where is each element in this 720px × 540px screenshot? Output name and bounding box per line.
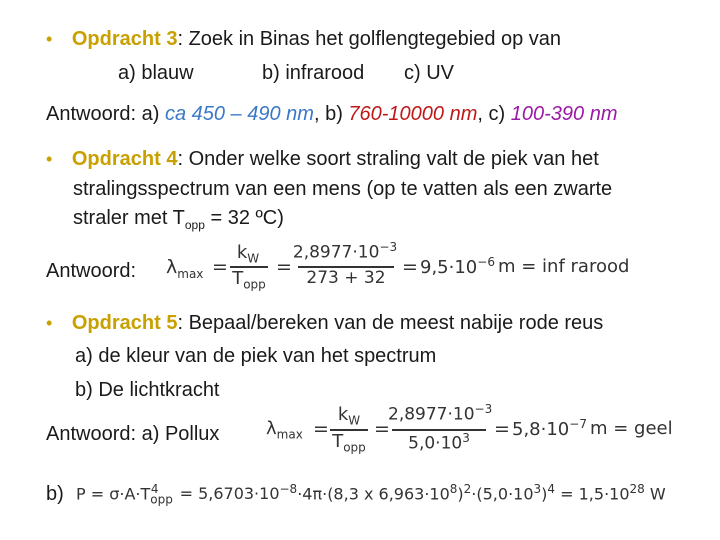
q4-line3-post: = 32 ºC) (204, 207, 284, 229)
q4-formula-num2: $2,8977\cdot 10^{-3}$ (292, 240, 398, 263)
q5a-formula-den2: $5,0\cdot 10^3$ (408, 431, 470, 454)
q5-text: : Bepaal/bereken van de meest nabije rode reus (177, 312, 604, 334)
q3-option-a: a) blauw (118, 62, 194, 84)
q3-option-c: c) UV (404, 62, 454, 84)
bullet-icon: • (46, 29, 53, 49)
q5a-formula-eq2: = (374, 418, 390, 440)
q3-answer-prefix: Antwoord: a) (46, 103, 165, 125)
q4-line2: stralingsspectrum van een mens (op te vatten als een zwarte (73, 178, 613, 200)
q3-answer-a: ca 450 – 490 nm (164, 103, 314, 125)
bullet-icon: • (46, 313, 53, 333)
q5a-formula-den1: $T_{opp}$ (332, 431, 366, 455)
q5-heading (46, 310, 603, 336)
q4-formula-den1: $T_{opp}$ (232, 268, 266, 292)
q4-formula-unit: m = inf rarood (498, 256, 630, 277)
q5a-formula-num1: $k_W$ (337, 404, 361, 428)
q4-formula-result: $9,5\cdot 10^{-6}$ (420, 255, 495, 278)
bullet-icon: • (46, 149, 53, 169)
q5a-formula-lhs: $\lambda_{max}$ (266, 418, 303, 442)
q3-option-b: b) infrarood (262, 62, 365, 84)
q5-label: Opdracht 5 (71, 312, 178, 334)
q5a-formula-num2: $2,8977\cdot 10^{-3}$ (388, 402, 493, 425)
q4-answer-label: Antwoord: (46, 260, 137, 282)
q3-answer-b: 760-10000 nm (348, 103, 478, 125)
q4-label: Opdracht 4 (71, 148, 178, 170)
q4-formula-num1: $k_W$ (236, 242, 260, 266)
q5-formula-b: $P = \sigma\cdot A\cdot T_{opp}^4 = 5,6703\cdot 10^{-8}\cdot 4\pi\cdot(8,3$ x $6,963\cdot 10^8)^2\cdot(5,0\cdot 10^3)^4 = 1,5\cdot 10^{28}$ W (76, 482, 666, 507)
q4-formula-eq3: = (402, 256, 418, 278)
q5-part-a: a) de kleur van de piek van het spectrum (75, 345, 437, 367)
q5-part-b: b) De lichtkracht (75, 379, 220, 401)
q5a-formula-eq1: = (313, 418, 329, 440)
q4-formula-eq1: = (212, 256, 228, 278)
q3-answer (46, 101, 617, 127)
q5-answer-a-label: Antwoord: a) Pollux (46, 423, 220, 445)
q4-line3-sub: opp (184, 218, 205, 232)
q5a-formula-result: $5,8\cdot 10^{-7}$ (512, 417, 587, 440)
q3-text: : Zoek in Binas het golflengtegebied op van (177, 28, 562, 50)
q4-text: : Onder welke soort straling valt de piek van het (177, 148, 599, 170)
q3-label: Opdracht 3 (71, 28, 178, 50)
q3-answer-sep2: , c) (477, 103, 511, 125)
q4-formula-den2: 273 + 32 (306, 268, 386, 288)
q4-heading (46, 146, 599, 172)
q5a-formula-unit: m = geel (590, 418, 673, 439)
q4-line3 (73, 205, 284, 238)
q3-answer-c: 100-390 nm (510, 103, 618, 125)
q5-answer-b-label: b) (46, 483, 64, 505)
q3-answer-sep1: , b) (313, 103, 349, 125)
q4-formula-lhs: $\lambda_{max}$ (166, 256, 204, 281)
q3-heading (46, 26, 561, 52)
q5a-formula-eq3: = (494, 418, 510, 440)
q4-formula-eq2: = (276, 256, 292, 278)
q4-line3-pre: straler met T (73, 207, 185, 229)
